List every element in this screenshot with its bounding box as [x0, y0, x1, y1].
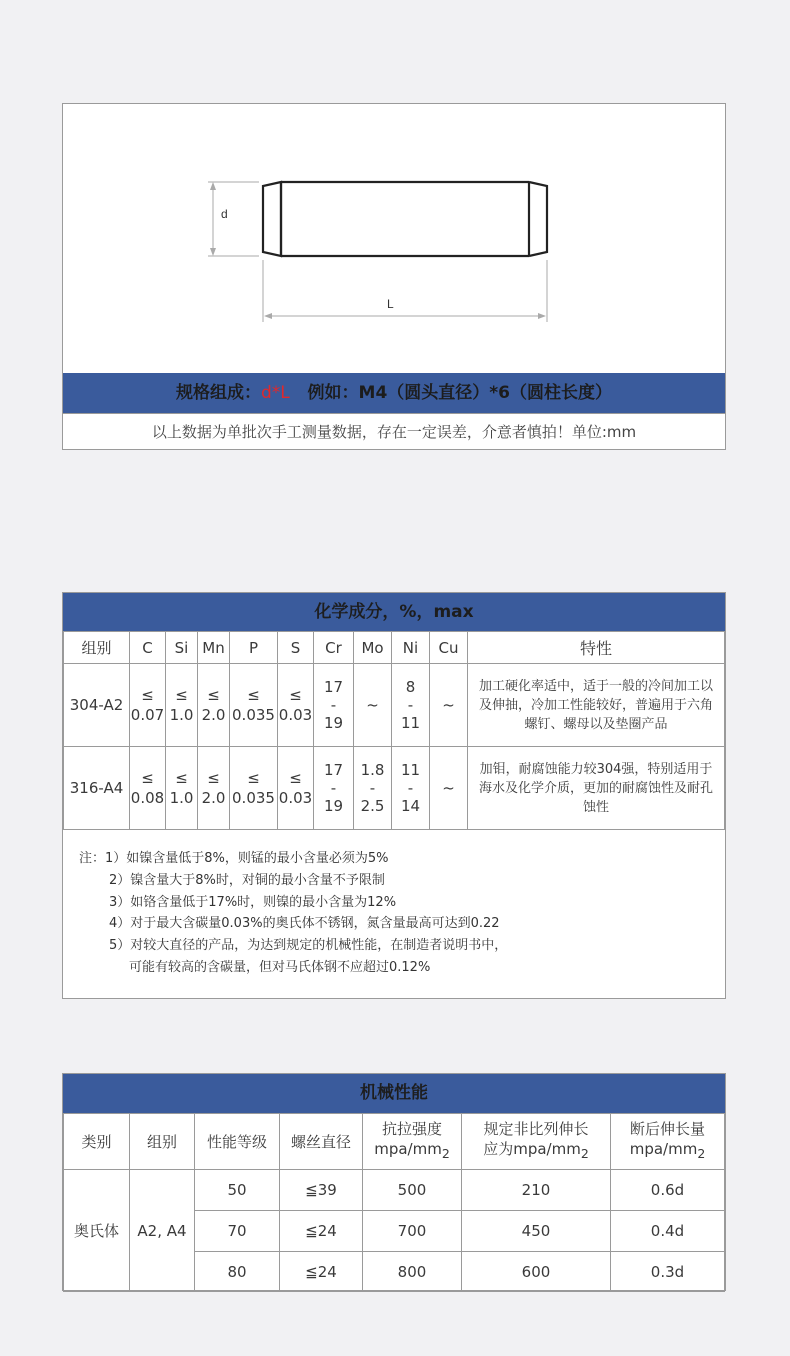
diameter-cell: ≦24: [280, 1211, 363, 1252]
c-value: 0.08: [130, 789, 165, 807]
lte-sign: ≤: [207, 686, 220, 704]
range-dash: -: [407, 779, 414, 797]
note-line: 2）镍含量大于8%时，对铜的最小含量不予限制: [109, 872, 385, 888]
chem-header-group: 组别: [64, 632, 130, 664]
note-line: 可能有较高的含碳量，但对马氏体钢不应超过0.12%: [129, 959, 431, 975]
note-line: 4）对于最大含碳量0.03%的奥氏体不锈钢，氮含量最高可达到0.22: [109, 916, 500, 932]
feature-cell: 加钼，耐腐蚀能力较304强，特别适用于海水及化学介质，更加的耐腐蚀性及耐孔蚀性: [468, 747, 725, 830]
mo-max: 2.5: [360, 797, 385, 815]
category-cell: 奥氏体: [64, 1170, 130, 1292]
chem-table: [63, 631, 725, 830]
cr-max: 19: [323, 714, 344, 732]
chem-header-p: P: [230, 632, 278, 664]
grade-cell: 80: [195, 1252, 280, 1292]
chem-header-feature: 特性: [468, 632, 725, 664]
yield-cell: 210: [462, 1170, 611, 1211]
chem-header-si: Si: [166, 632, 198, 664]
grade-cell: 50: [195, 1170, 280, 1211]
chemical-composition-panel: [62, 592, 726, 999]
s-value: 0.03: [278, 789, 313, 807]
chem-header-cu: Cu: [430, 632, 468, 664]
spec-panel: [62, 103, 726, 450]
chem-header-mn: Mn: [198, 632, 230, 664]
unit-exponent: 2: [697, 1146, 706, 1161]
ni-max: 11: [400, 714, 421, 732]
mech-header-yield: 规定非比列伸长: [483, 1120, 589, 1138]
si-value: 1.0: [169, 789, 194, 807]
mech-header-elongation-unit: mpa/mm: [629, 1140, 698, 1158]
spec-format-bar: [63, 373, 725, 413]
ni-min: 8: [405, 678, 416, 696]
spec-format-code: d*L: [261, 383, 290, 403]
pin-right-chamfer: [529, 182, 547, 256]
pin-left-chamfer: [263, 182, 281, 256]
elongation-cell: 0.4d: [611, 1211, 725, 1252]
lte-sign: ≤: [141, 686, 154, 704]
mechanical-properties-panel: [62, 1073, 726, 1291]
mech-header-category: 类别: [64, 1114, 130, 1170]
lte-sign: ≤: [141, 769, 154, 787]
yield-cell: 450: [462, 1211, 611, 1252]
chem-header-s: S: [278, 632, 314, 664]
mech-header-diameter: 螺丝直径: [280, 1114, 363, 1170]
feature-cell: 加工硬化率适中，适于一般的冷间加工以及伸抽，冷加工性能较好，普遍用于六角螺钉、螺母以及垫圈产品: [468, 664, 725, 747]
elongation-cell: 0.3d: [611, 1252, 725, 1292]
mech-header-elongation: 断后伸长量: [629, 1120, 705, 1138]
p-value: 0.035: [232, 789, 275, 807]
unit-exponent: 2: [580, 1146, 589, 1161]
lte-sign: ≤: [289, 686, 302, 704]
lte-sign: ≤: [175, 686, 188, 704]
si-value: 1.0: [169, 706, 194, 724]
tensile-cell: 700: [363, 1211, 462, 1252]
p-value: 0.035: [232, 706, 275, 724]
l-label: L: [387, 297, 394, 311]
mech-header-tensile: 抗拉强度: [381, 1120, 442, 1138]
ni-min: 11: [400, 761, 421, 779]
lte-sign: ≤: [247, 686, 260, 704]
mo-cell: ~: [354, 664, 392, 747]
lte-sign: ≤: [175, 769, 188, 787]
cr-max: 19: [323, 797, 344, 815]
lte-sign: ≤: [207, 769, 220, 787]
table-row: [64, 1170, 725, 1211]
chem-header-c: C: [130, 632, 166, 664]
range-dash: -: [407, 696, 414, 714]
measurement-note: 以上数据为单批次手工测量数据，存在一定误差，介意者慎拍！单位:mm: [63, 413, 725, 451]
range-dash: -: [330, 696, 337, 714]
elongation-cell: 0.6d: [611, 1170, 725, 1211]
chem-title: 化学成分，%，max: [63, 593, 725, 631]
cr-min: 17: [323, 678, 344, 696]
spec-format-example: 例如：M4（圆头直径）*6（圆柱长度）: [289, 383, 612, 403]
chem-notes: [63, 830, 725, 979]
group-cell: 316-A4: [64, 747, 130, 830]
group-cell: 304-A2: [64, 664, 130, 747]
mo-min: 1.8: [360, 761, 385, 779]
range-dash: -: [369, 779, 376, 797]
mech-title: 机械性能: [63, 1074, 725, 1113]
lte-sign: ≤: [289, 769, 302, 787]
cu-cell: ~: [430, 664, 468, 747]
cu-cell: ~: [430, 747, 468, 830]
mn-value: 2.0: [201, 789, 226, 807]
mech-header-grade: 性能等级: [195, 1114, 280, 1170]
chem-header-row: [64, 632, 725, 664]
s-value: 0.03: [278, 706, 313, 724]
note-line: 5）对较大直径的产品，为达到规定的机械性能，在制造者说明书中，: [109, 938, 508, 954]
mn-value: 2.0: [201, 706, 226, 724]
chem-header-ni: Ni: [392, 632, 430, 664]
unit-exponent: 2: [441, 1146, 450, 1161]
mech-header-group: 组别: [130, 1114, 195, 1170]
mech-header-tensile-unit: mpa/mm: [374, 1140, 442, 1158]
yield-cell: 600: [462, 1252, 611, 1292]
table-row: [64, 747, 725, 830]
c-value: 0.07: [130, 706, 165, 724]
note-line: 3）如铬含量低于17%时，则镍的最小含量为12%: [109, 894, 397, 910]
grade-cell: 70: [195, 1211, 280, 1252]
range-dash: -: [330, 779, 337, 797]
table-row: [64, 664, 725, 747]
group-cell: A2, A4: [130, 1170, 195, 1292]
mech-table: [63, 1113, 725, 1292]
note-line: 注：1）如镍含量低于8%，则锰的最小含量必须为5%: [79, 851, 389, 866]
lte-sign: ≤: [247, 769, 260, 787]
d-label: d: [221, 207, 228, 221]
spec-format-prefix: 规格组成：: [176, 383, 261, 403]
cr-min: 17: [323, 761, 344, 779]
tensile-cell: 800: [363, 1252, 462, 1292]
diameter-cell: ≦39: [280, 1170, 363, 1211]
mech-header-yield-unit: 应为mpa/mm: [483, 1140, 581, 1158]
chem-header-mo: Mo: [354, 632, 392, 664]
pin-drawing: [63, 104, 725, 372]
chem-header-cr: Cr: [314, 632, 354, 664]
tensile-cell: 500: [363, 1170, 462, 1211]
diameter-cell: ≦24: [280, 1252, 363, 1292]
ni-max: 14: [400, 797, 421, 815]
mech-header-row: [64, 1114, 725, 1170]
